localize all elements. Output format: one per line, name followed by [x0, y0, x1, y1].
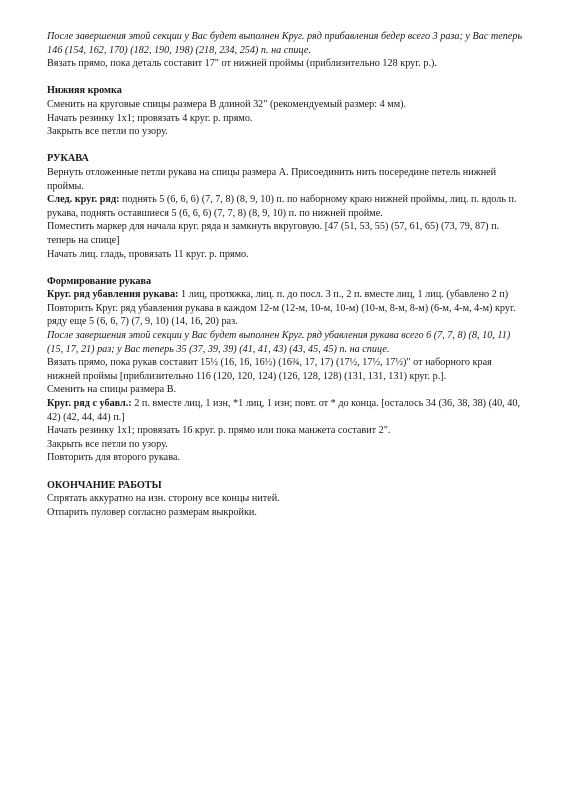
document-page — [47, 30, 527, 519]
sleeve-change-needles: Сменить на спицы размера В. — [47, 384, 177, 396]
intro-knit-straight: Вязать прямо, пока деталь составит 17" от нижней проймы (приблизительно 128 круг. р.). — [47, 58, 437, 70]
next-round-text: поднять 5 (6, 6, 6) (7, 7, 8) (8, 9, 10) п. по наборному краю нижней проймы, лиц. п. вдоль п. рукава, поднять оставшиеся 5 (6, 6, 6) (7, 7, 8) (8, 9, 10) п. по нижней пройме. — [47, 194, 517, 219]
sleeves-marker-line: Поместить маркер для начала круг. ряда и замкнуть вкруговую. [47 (51, 53, 55) (57, 61, 65) (73, 79, 87) п. теперь на спице] — [47, 221, 500, 246]
spacer — [47, 261, 527, 275]
sleeves-next-round — [47, 193, 527, 220]
decrease-round-text: 1 лиц, протяжка, лиц. п. до посл. 3 п., 2 п. вместе лиц, 1 лиц. (убавлено 2 п) — [178, 289, 509, 301]
next-round-label: След. круг. ряд: — [47, 194, 120, 206]
sleeves-line-1: Вернуть отложенные петли рукава на спицы размера А. Присоединить нить посередине петель нижней проймы. — [47, 166, 497, 192]
bottom-edge-line-2: Начать резинку 1x1; провязать 4 круг. р. прямо. — [47, 112, 253, 124]
spacer — [47, 139, 527, 153]
sleeve-knit-straight: Вязать прямо, пока рукав составит 15½ (16, 16, 16½) (16¾, 17, 17) (17½, 17½, 17½)" от наборного края нижней проймы [приблизительно 116 (120, 120, 124) (126, 128, 128) (131, 131, 131) круг. р.]. — [47, 357, 492, 382]
sleeve-rib-line: Начать резинку 1x1; провязать 16 круг. р. прямо или пока манжета составит 2". — [47, 425, 391, 437]
spacer — [47, 465, 527, 479]
dec-round-label: Круг. ряд с убавл.: — [47, 398, 132, 410]
sleeves-stockinette-line: Начать лиц. гладь, провязать 11 круг. р. прямо. — [47, 248, 249, 260]
sleeve-shaping-heading: Формирование рукава — [47, 275, 152, 287]
finishing-line-1: Спрятать аккуратно на изн. сторону все концы нитей. — [47, 493, 280, 505]
finishing-heading: ОКОНЧАНИЕ РАБОТЫ — [47, 479, 162, 491]
sleeve-repeat-line: Повторить Круг. ряд убавления рукава в каждом 12-м (12-м, 10-м, 10-м) (10-м, 8-м, 8-м) (6-м, 4-м, 4-м) круг. ряду еще 5 (6, 6, 7) (7, 9, 10) (14, 16, 20) раз. — [47, 302, 516, 328]
bottom-edge-line-1: Сменить на круговые спицы размера В длиной 32" (рекомендуемый размер: 4 мм). — [47, 98, 407, 110]
bottom-edge-line-3: Закрыть все петли по узору. — [47, 126, 168, 138]
sleeve-bind-off: Закрыть все петли по узору. — [47, 438, 168, 450]
sleeve-decrease-round — [47, 288, 527, 302]
sleeves-heading: РУКАВА — [47, 153, 89, 165]
spacer — [47, 71, 527, 85]
sleeve-dec-round — [47, 397, 527, 424]
sleeve-italic-note: После завершения этой секции у Вас будет выполнен Круг. ряд убавления рукава всего 6 (7, 7, 8) (8, 10, 11) (15, 17, 21) раз; у Вас теперь 35 (37, 39, 39) (41, 41, 43) (43, 45, 45) п. на спице. — [47, 330, 511, 355]
bottom-edge-heading: Нижняя кромка — [47, 85, 122, 97]
sleeve-repeat-second: Повторить для второго рукава. — [47, 452, 180, 464]
dec-round-text: 2 п. вместе лиц, 1 изн, *1 лиц, 1 изн; повт. от * до конца. [осталось 34 (36, 38, 38) (40, 40, 42) (42, 44, 44) п.] — [47, 398, 521, 423]
intro-italic-note: После завершения этой секции у Вас будет выполнен Круг. ряд прибавления бедер всего 3 раза; у Вас теперь 146 (154, 162, 170) (182, 190, 198) (218, 234, 254) п. на спице. — [47, 31, 523, 56]
finishing-line-2: Отпарить пуловер согласно размерам выкройки. — [47, 506, 257, 518]
decrease-round-label: Круг. ряд убавления рукава: — [47, 289, 179, 301]
